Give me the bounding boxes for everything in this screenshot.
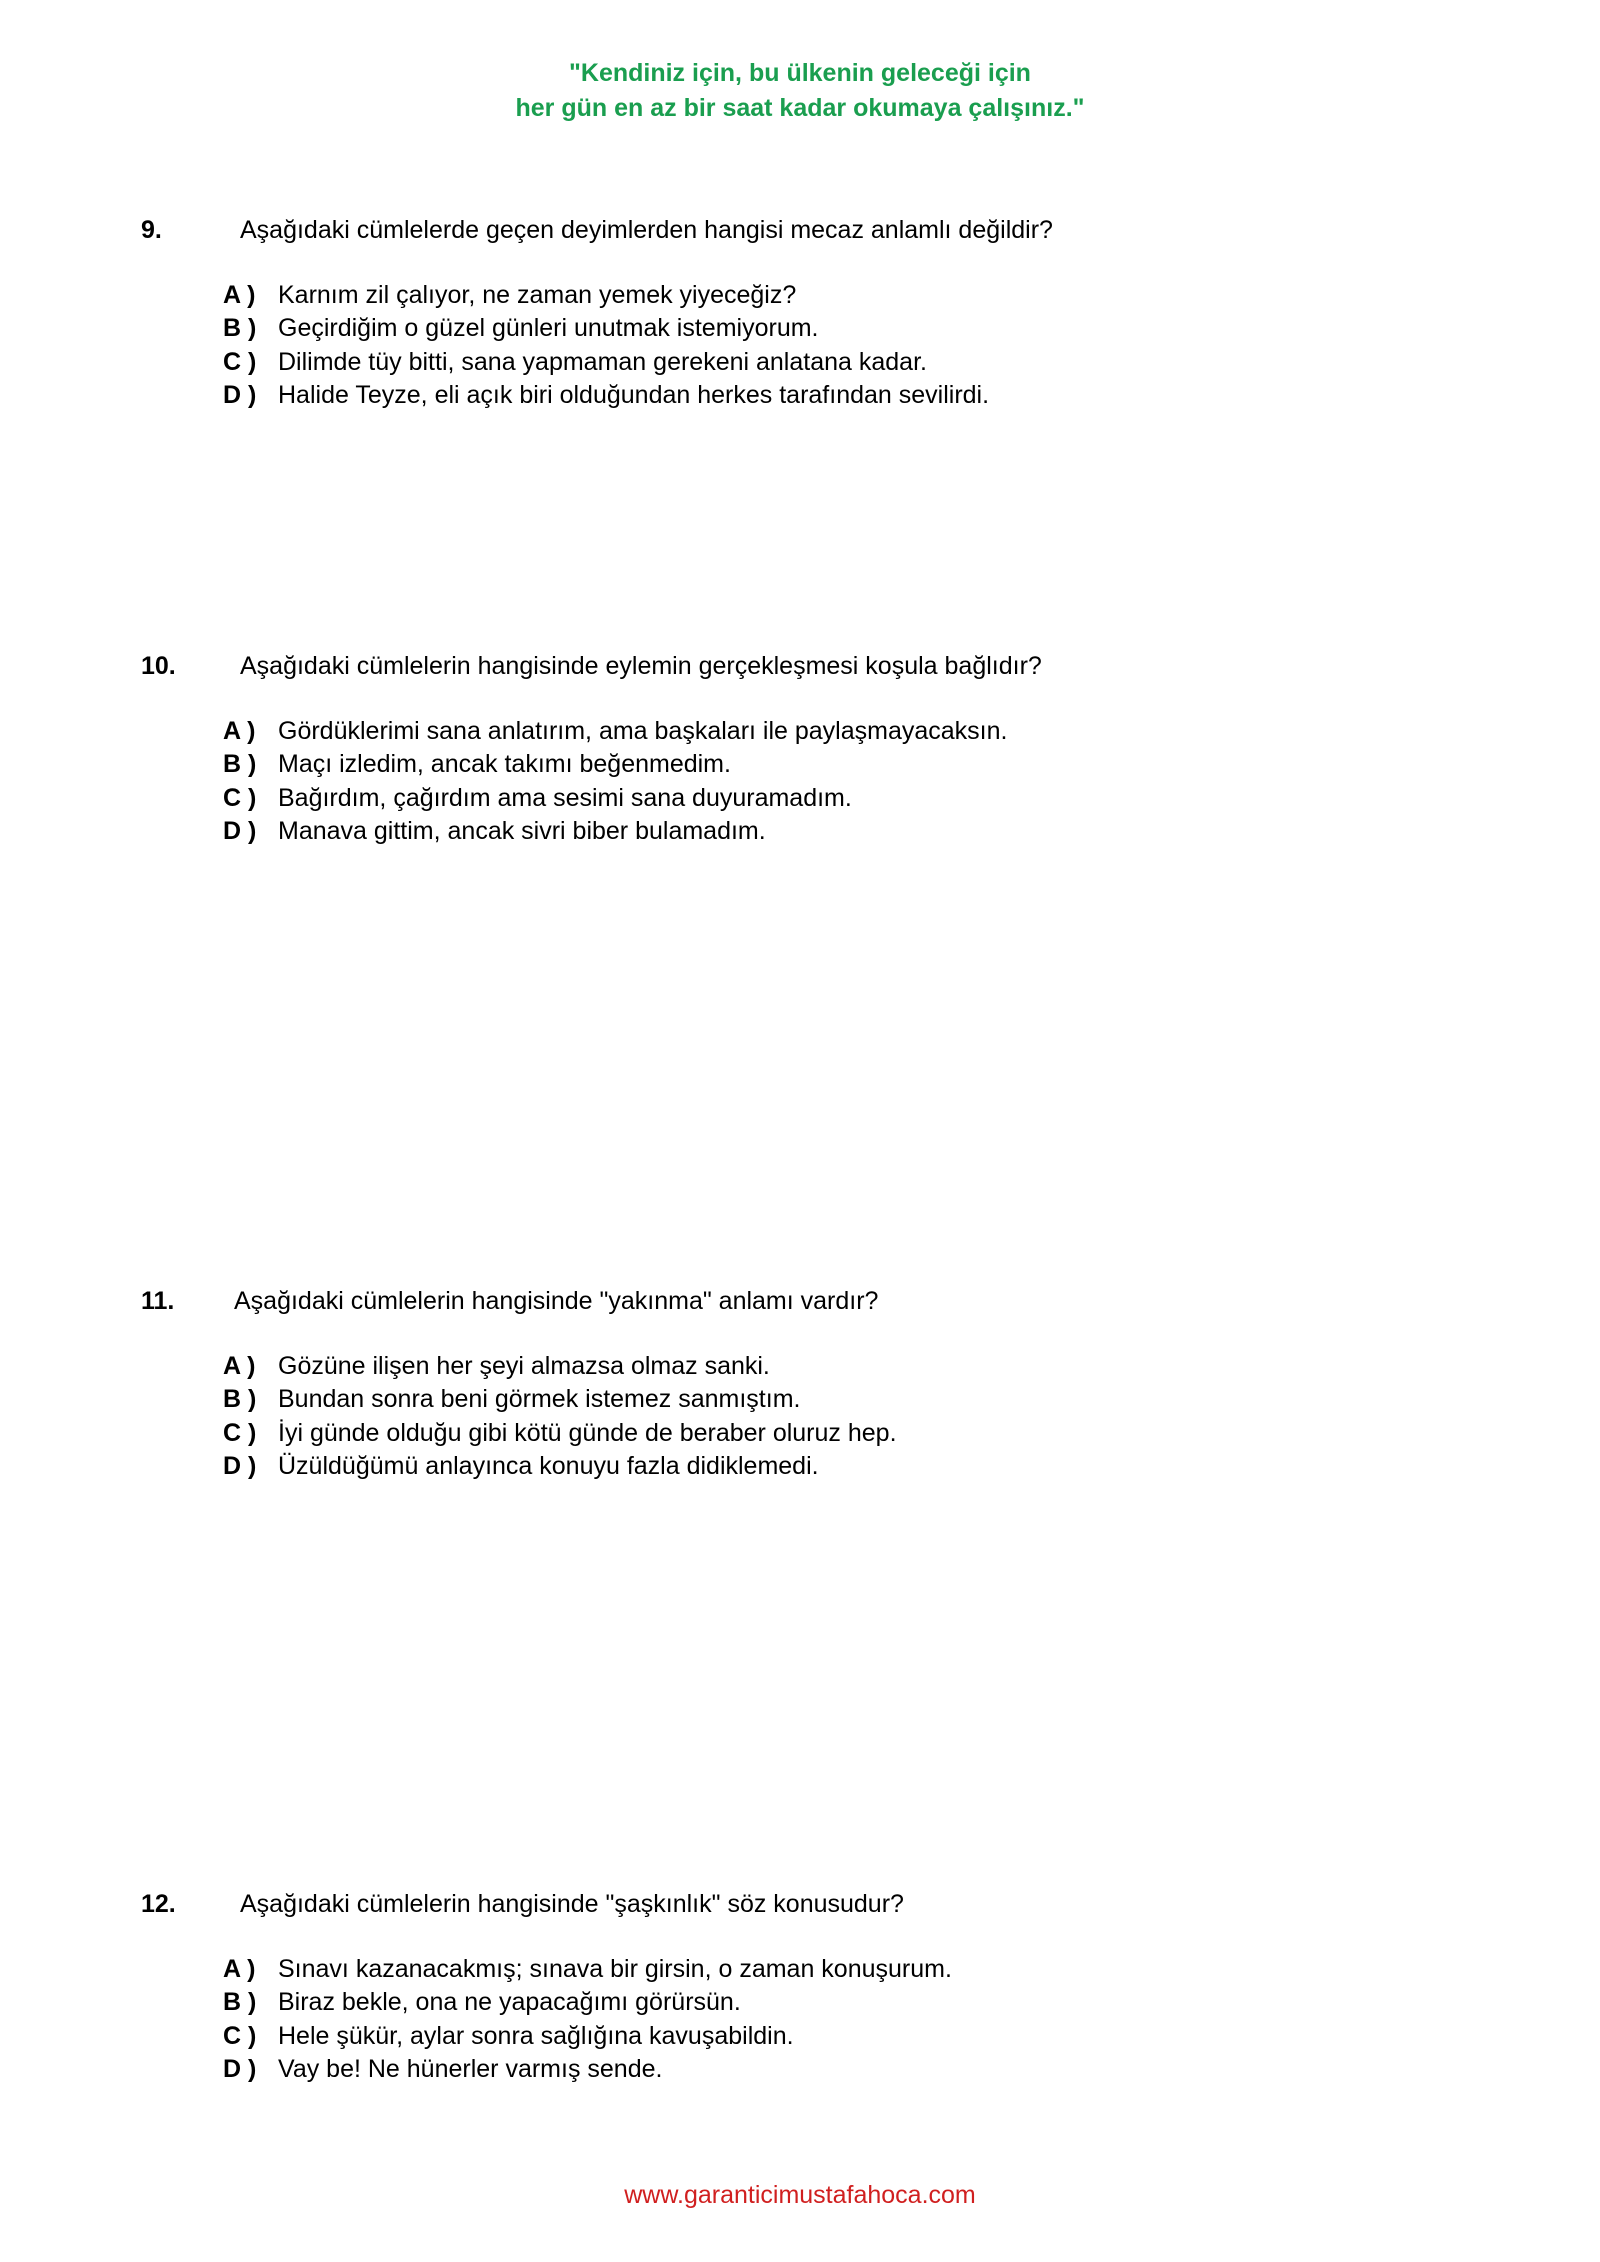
option-letter: A ) — [223, 1352, 256, 1380]
option-text: Vay be! Ne hünerler varmış sende. — [278, 2054, 663, 2083]
option-text: Biraz bekle, ona ne yapacağımı görürsün. — [278, 1988, 741, 2017]
question-number: 10. — [141, 652, 176, 680]
question-10 — [0, 649, 1600, 845]
option-b[interactable] — [0, 748, 1600, 781]
option-text: Manava gittim, ancak sivri biber bulamadım. — [278, 816, 766, 845]
option-list — [0, 1953, 1600, 2086]
option-a[interactable] — [0, 279, 1600, 312]
question-stem — [0, 649, 1600, 683]
option-list — [0, 715, 1600, 848]
option-letter: B ) — [223, 1385, 257, 1414]
option-letter: B ) — [223, 314, 257, 343]
option-a[interactable] — [0, 1953, 1600, 1986]
option-letter: C ) — [223, 783, 257, 812]
option-a[interactable] — [0, 715, 1600, 748]
question-12 — [0, 1887, 1600, 2083]
question-number: 12. — [141, 1890, 176, 1918]
option-letter: C ) — [223, 2021, 257, 2050]
question-text: Aşağıdaki cümlelerin hangisinde eylemin gerçekleşmesi koşula bağlıdır? — [240, 652, 1042, 680]
question-stem — [0, 1887, 1600, 1921]
option-letter: D ) — [223, 2054, 257, 2083]
question-text: Aşağıdaki cümlelerin hangisinde "yakınma" anlamı vardır? — [234, 1287, 879, 1315]
option-list — [0, 279, 1600, 412]
motto-header — [0, 56, 1600, 126]
option-letter: D ) — [223, 816, 257, 845]
option-letter: A ) — [223, 717, 256, 745]
option-letter: B ) — [223, 750, 257, 779]
option-b[interactable] — [0, 1986, 1600, 2019]
option-text: Dilimde tüy bitti, sana yapmaman gerekeni anlatana kadar. — [278, 347, 927, 376]
option-letter: D ) — [223, 380, 257, 409]
question-number: 9. — [141, 216, 162, 244]
option-text: Üzüldüğümü anlayınca konuyu fazla didiklemedi. — [278, 1451, 819, 1480]
option-letter: B ) — [223, 1988, 257, 2017]
option-d[interactable] — [0, 379, 1600, 412]
option-d[interactable] — [0, 2053, 1600, 2086]
option-b[interactable] — [0, 312, 1600, 345]
question-number: 11. — [141, 1287, 175, 1315]
question-text: Aşağıdaki cümlelerde geçen deyimlerden hangisi mecaz anlamlı değildir? — [240, 216, 1053, 244]
option-letter: A ) — [223, 281, 256, 309]
question-11 — [0, 1284, 1600, 1480]
option-text: İyi günde olduğu gibi kötü günde de beraber oluruz hep. — [278, 1418, 897, 1447]
option-letter: D ) — [223, 1451, 257, 1480]
option-d[interactable] — [0, 815, 1600, 848]
option-text: Bağırdım, çağırdım ama sesimi sana duyuramadım. — [278, 783, 852, 812]
question-stem — [0, 1284, 1600, 1318]
option-c[interactable] — [0, 1417, 1600, 1450]
option-a[interactable] — [0, 1350, 1600, 1383]
motto-line-2: her gün en az bir saat kadar okumaya çalışınız." — [515, 94, 1085, 122]
option-text: Hele şükür, aylar sonra sağlığına kavuşabildin. — [278, 2021, 794, 2050]
option-letter: C ) — [223, 1418, 257, 1447]
option-c[interactable] — [0, 346, 1600, 379]
question-stem — [0, 213, 1600, 247]
option-b[interactable] — [0, 1383, 1600, 1416]
option-list — [0, 1350, 1600, 1483]
option-c[interactable] — [0, 2020, 1600, 2053]
option-text: Sınavı kazanacakmış; sınava bir girsin, o zaman konuşurum. — [278, 1955, 952, 1983]
option-text: Bundan sonra beni görmek istemez sanmıştım. — [278, 1385, 801, 1414]
option-letter: C ) — [223, 347, 257, 376]
motto-line-1: "Kendiniz için, bu ülkenin geleceği için — [569, 59, 1031, 87]
option-d[interactable] — [0, 1450, 1600, 1483]
option-text: Karnım zil çalıyor, ne zaman yemek yiyeceğiz? — [278, 281, 797, 309]
option-text: Gördüklerimi sana anlatırım, ama başkaları ile paylaşmayacaksın. — [278, 717, 1008, 745]
website-link[interactable]: www.garanticimustafahoca.com — [624, 2181, 976, 2209]
question-text: Aşağıdaki cümlelerin hangisinde "şaşkınlık" söz konusudur? — [240, 1890, 904, 1918]
option-c[interactable] — [0, 782, 1600, 815]
question-9 — [0, 213, 1600, 409]
option-text: Maçı izledim, ancak takımı beğenmedim. — [278, 750, 731, 779]
option-text: Halide Teyze, eli açık biri olduğundan herkes tarafından sevilirdi. — [278, 380, 990, 409]
option-text: Gözüne ilişen her şeyi almazsa olmaz sanki. — [278, 1352, 770, 1380]
website-footer — [0, 2178, 1600, 2212]
option-letter: A ) — [223, 1955, 256, 1983]
option-text: Geçirdiğim o güzel günleri unutmak istemiyorum. — [278, 314, 819, 343]
